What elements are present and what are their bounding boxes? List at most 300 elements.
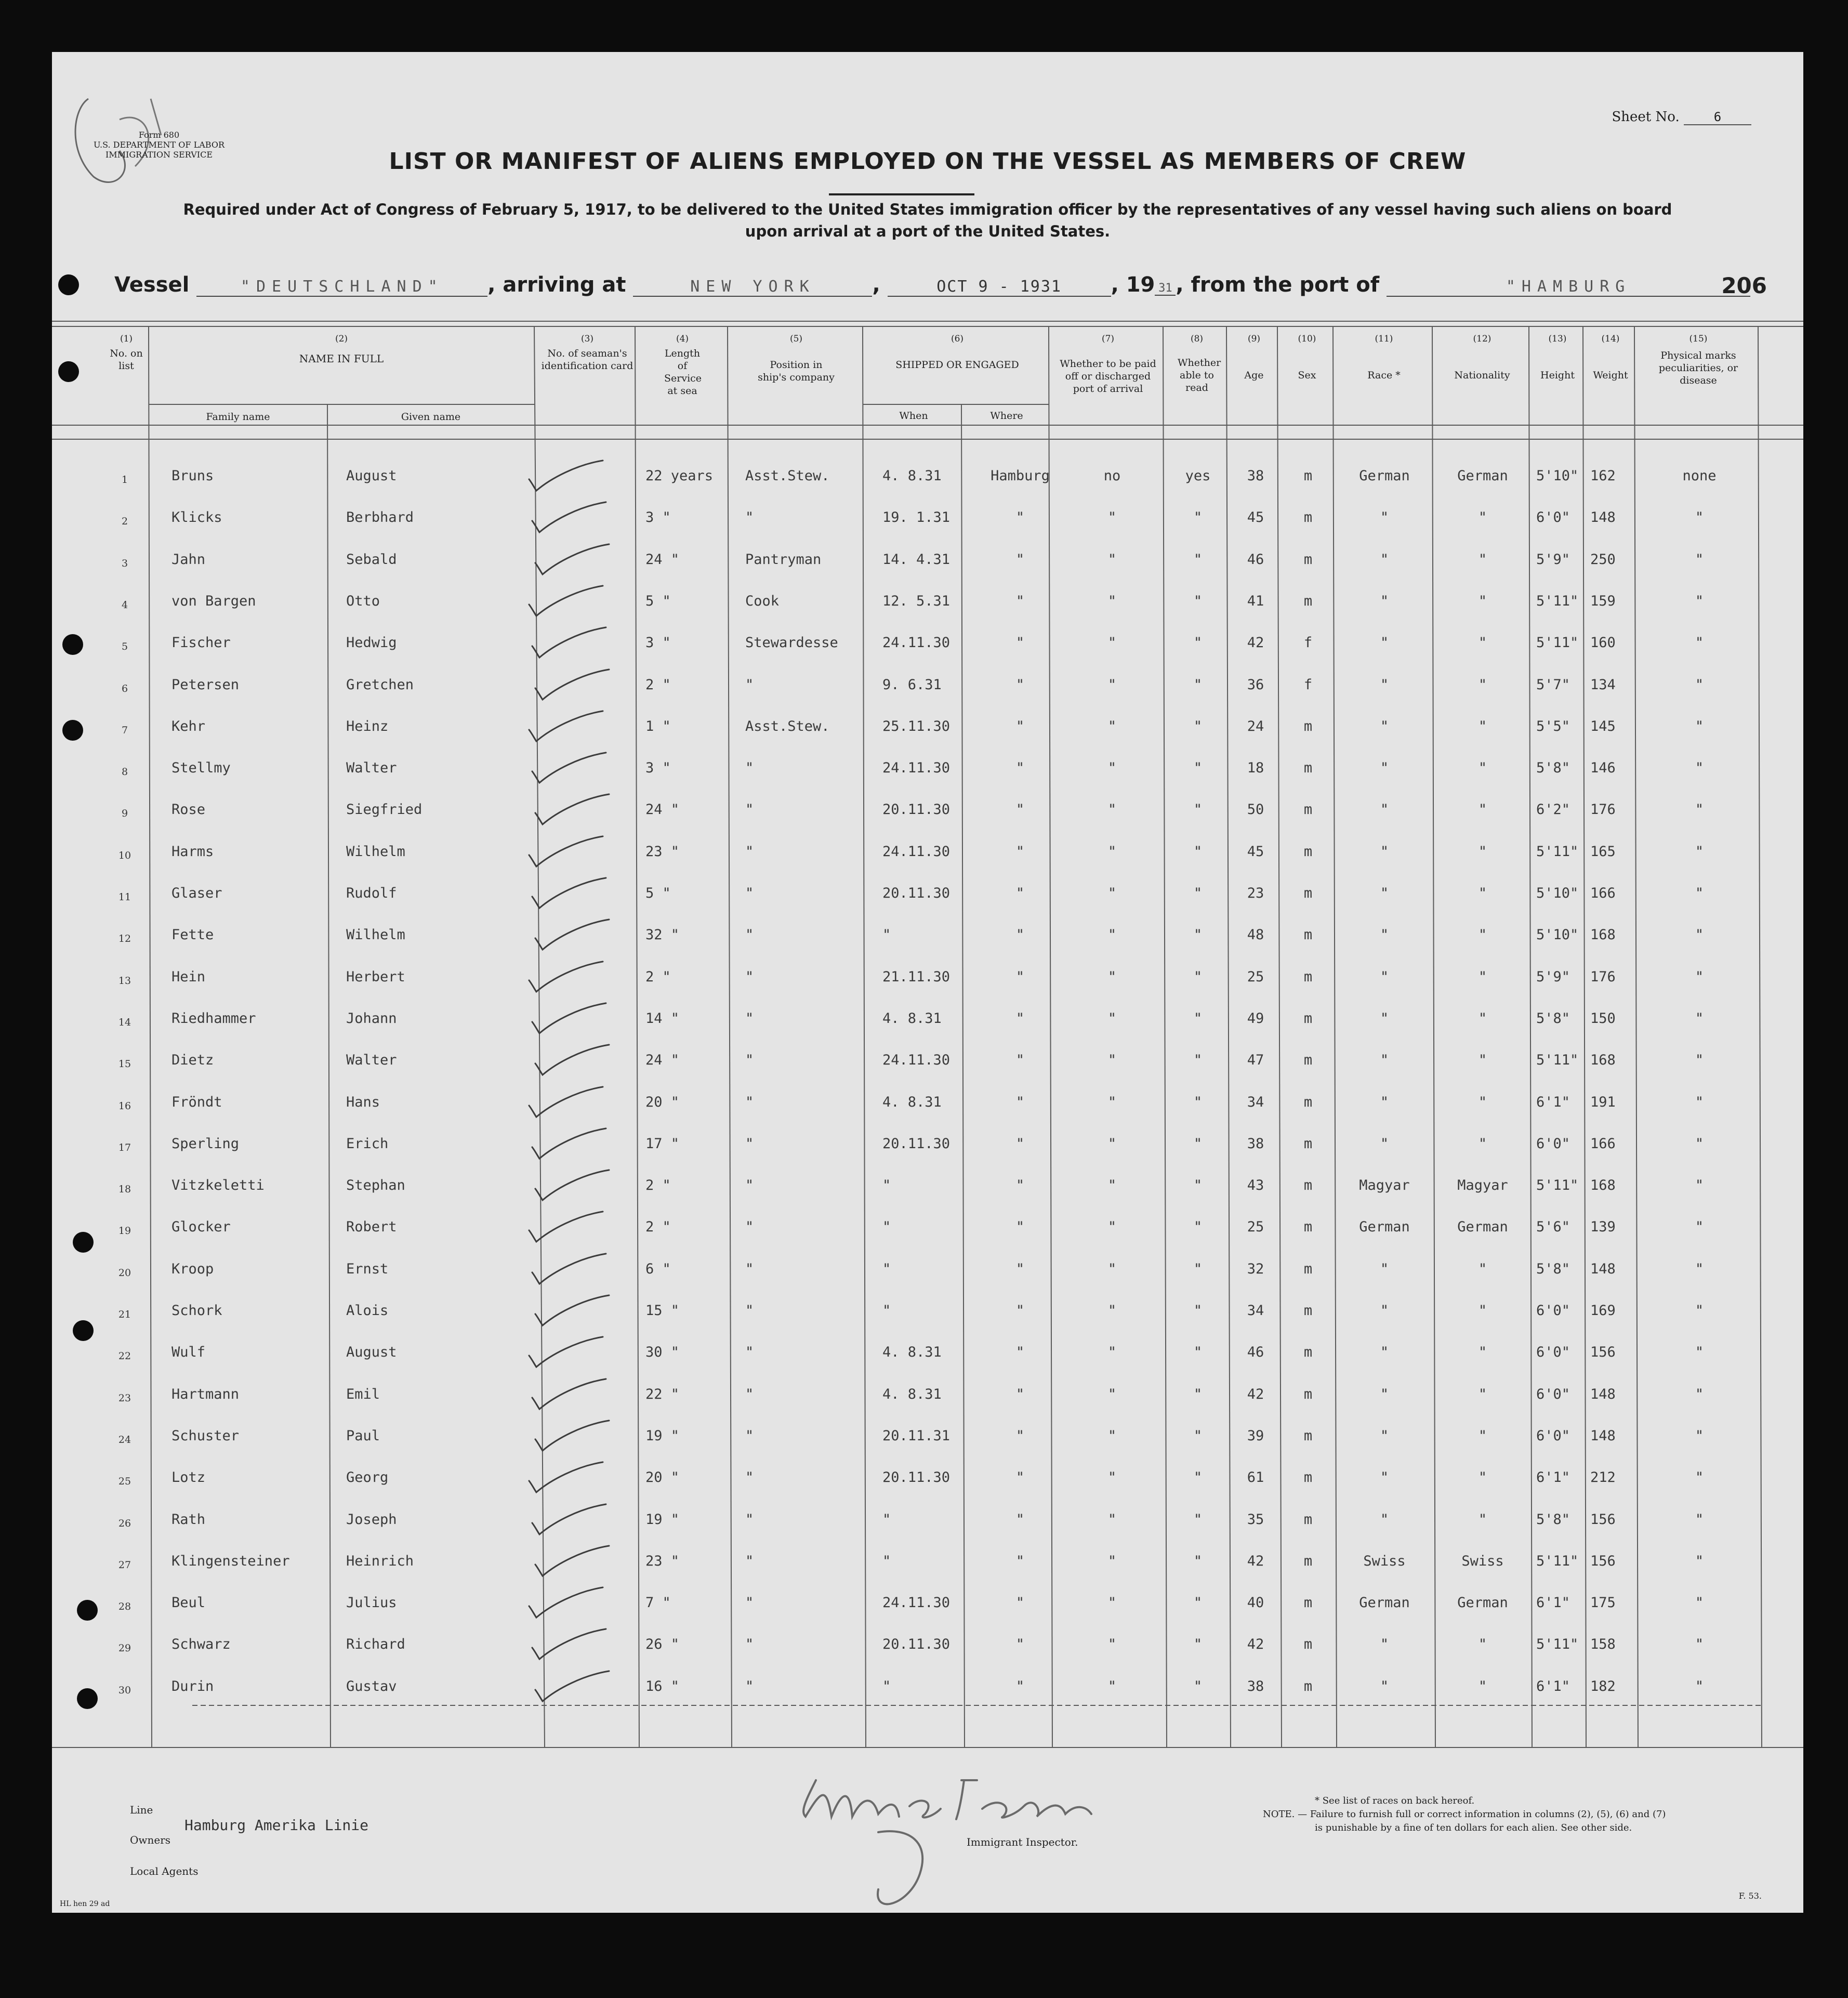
when-cell: 21.11.30 — [882, 968, 951, 985]
able-read-cell: " — [1193, 509, 1203, 526]
height-cell: 6'1" — [1536, 1678, 1570, 1694]
col-header-11: (11) Race * — [1367, 334, 1401, 381]
given-name-cell: Emil — [346, 1386, 380, 1402]
punch-hole — [73, 1232, 94, 1253]
where-cell: " — [1015, 1595, 1025, 1611]
weight-cell: 159 — [1590, 593, 1616, 609]
service-cell: 3 " — [645, 760, 671, 777]
sex-cell: m — [1303, 468, 1313, 484]
nationality-cell: " — [1478, 1344, 1487, 1361]
able-read-cell: " — [1193, 1135, 1203, 1152]
marks-cell: " — [1695, 760, 1704, 777]
where-cell: " — [1015, 509, 1025, 526]
row-number-cell: 9 — [121, 808, 128, 820]
paid-off-cell: no — [1103, 468, 1121, 484]
when-cell: 24.11.30 — [882, 635, 951, 651]
weight-cell: 156 — [1590, 1553, 1616, 1569]
where-cell: " — [1015, 1094, 1025, 1110]
when-cell: 20.11.31 — [882, 1427, 951, 1444]
marks-cell: " — [1695, 551, 1704, 568]
paid-off-cell: " — [1107, 801, 1117, 818]
family-name-cell: Fischer — [171, 635, 231, 651]
marks-cell: " — [1695, 1553, 1704, 1569]
able-read-cell: " — [1193, 1344, 1203, 1361]
sex-cell: m — [1303, 1595, 1313, 1611]
when-cell: " — [882, 927, 891, 943]
able-read-cell: " — [1193, 760, 1203, 777]
check-mark-icon — [523, 875, 611, 913]
given-name-cell: Hans — [346, 1094, 380, 1110]
where-cell: " — [1015, 927, 1025, 943]
col-header-5: (5) Position in ship's company — [758, 334, 835, 383]
weight-cell: 182 — [1590, 1678, 1616, 1694]
nationality-cell: German — [1457, 1219, 1508, 1235]
sex-cell: m — [1303, 760, 1313, 777]
age-cell: 35 — [1247, 1511, 1264, 1528]
where-cell: " — [1015, 1219, 1025, 1235]
arriving-port: NEW YORK — [633, 278, 872, 297]
owners-value: Hamburg Amerika Linie — [184, 1817, 369, 1834]
position-cell: " — [745, 1469, 754, 1486]
marks-cell: " — [1695, 1678, 1704, 1694]
paid-off-cell: " — [1107, 718, 1117, 734]
given-name-cell: Walter — [346, 1052, 397, 1069]
family-name-cell: Petersen — [171, 676, 240, 693]
given-name-cell: Erich — [346, 1135, 389, 1152]
when-cell: 24.11.30 — [882, 1595, 951, 1611]
height-cell: 5'8" — [1536, 1010, 1570, 1027]
row-number-cell: 19 — [118, 1225, 131, 1237]
col-header-6-where: Where — [990, 410, 1023, 422]
race-cell: " — [1380, 760, 1389, 777]
weight-cell: 191 — [1590, 1094, 1616, 1110]
service-cell: 24 " — [645, 551, 680, 568]
vessel-name: "DEUTSCHLAND" — [196, 278, 487, 297]
nationality-cell: " — [1478, 1094, 1487, 1110]
race-cell: " — [1380, 1678, 1389, 1694]
sex-cell: m — [1303, 551, 1313, 568]
race-cell: " — [1380, 1469, 1389, 1486]
position-cell: " — [745, 1260, 754, 1277]
height-cell: 5'11" — [1536, 843, 1579, 860]
able-read-cell: " — [1193, 1511, 1203, 1528]
able-read-cell: yes — [1185, 468, 1211, 484]
weight-cell: 175 — [1590, 1595, 1616, 1611]
sex-cell: m — [1303, 1135, 1313, 1152]
race-cell: " — [1380, 718, 1389, 734]
paid-off-cell: " — [1107, 1427, 1117, 1444]
given-name-cell: Rudolf — [346, 885, 397, 901]
row-number-cell: 18 — [118, 1184, 131, 1195]
col-header-10: (10) Sex — [1298, 334, 1316, 381]
marks-cell: " — [1695, 1052, 1704, 1069]
weight-cell: 176 — [1590, 968, 1616, 985]
given-name-cell: Wilhelm — [346, 843, 405, 860]
marks-cell: " — [1695, 801, 1704, 818]
race-cell: German — [1359, 468, 1410, 484]
weight-cell: 165 — [1590, 843, 1616, 860]
nationality-cell: " — [1478, 1427, 1487, 1444]
given-name-cell: Ernst — [346, 1260, 389, 1277]
service-cell: 1 " — [645, 718, 671, 734]
position-cell: Asst.Stew. — [745, 468, 830, 484]
check-mark-icon — [520, 583, 608, 621]
paid-off-cell: " — [1107, 1553, 1117, 1569]
col-header-6-when: When — [899, 410, 928, 422]
marks-cell: none — [1682, 468, 1717, 484]
height-cell: 5'5" — [1536, 718, 1570, 734]
race-cell: Swiss — [1363, 1553, 1406, 1569]
sex-cell: m — [1303, 1636, 1313, 1653]
race-cell: " — [1380, 635, 1389, 651]
when-cell: 4. 8.31 — [882, 1094, 942, 1110]
able-read-cell: " — [1193, 843, 1203, 860]
family-name-cell: Schwarz — [171, 1636, 231, 1653]
able-read-cell: " — [1193, 1260, 1203, 1277]
marks-cell: " — [1695, 1260, 1704, 1277]
when-cell: " — [882, 1678, 891, 1694]
height-cell: 6'1" — [1536, 1094, 1570, 1110]
subtitle-line-1: Required under Act of Congress of February 5, 1917, to be delivered to the United States immigration officer by the representatives of any vessel having such aliens on board — [183, 201, 1672, 218]
punch-hole — [62, 720, 83, 741]
sex-cell: m — [1303, 1553, 1313, 1569]
vessel-label: Vessel — [114, 273, 190, 297]
manifest-sheet — [52, 52, 1803, 1913]
given-name-cell: Richard — [346, 1636, 405, 1653]
race-cell: " — [1380, 1135, 1389, 1152]
family-name-cell: Harms — [171, 843, 214, 860]
where-cell: " — [1015, 1135, 1025, 1152]
race-cell: " — [1380, 1094, 1389, 1110]
sex-cell: m — [1303, 1427, 1313, 1444]
sex-cell: m — [1303, 885, 1313, 901]
where-cell: " — [1015, 1636, 1025, 1653]
position-cell: " — [745, 1094, 754, 1110]
from-label: , from the port of — [1176, 273, 1380, 297]
row-number-cell: 13 — [118, 975, 131, 987]
where-cell: " — [1015, 1344, 1025, 1361]
family-name-cell: Sperling — [171, 1135, 240, 1152]
position-cell: " — [745, 968, 754, 985]
position-cell: " — [745, 1511, 754, 1528]
able-read-cell: " — [1193, 927, 1203, 943]
weight-cell: 158 — [1590, 1636, 1616, 1653]
where-cell: " — [1015, 1553, 1025, 1569]
paid-off-cell: " — [1107, 1177, 1117, 1194]
height-cell: 5'9" — [1536, 551, 1570, 568]
given-name-cell: Heinz — [346, 718, 389, 734]
height-cell: 5'11" — [1536, 1177, 1579, 1194]
family-name-cell: Klicks — [171, 509, 222, 526]
where-cell: " — [1015, 885, 1025, 901]
weight-cell: 169 — [1590, 1303, 1616, 1319]
nationality-cell: " — [1478, 927, 1487, 943]
race-cell: " — [1380, 1511, 1389, 1528]
weight-cell: 148 — [1590, 509, 1616, 526]
marks-cell: " — [1695, 1344, 1704, 1361]
check-mark-icon — [520, 1459, 608, 1497]
service-cell: 16 " — [645, 1678, 680, 1694]
when-cell: " — [882, 1553, 891, 1569]
check-mark-icon — [520, 1584, 608, 1623]
when-cell: 20.11.30 — [882, 885, 951, 901]
race-cell: " — [1380, 1303, 1389, 1319]
when-cell: 12. 5.31 — [882, 593, 951, 609]
paid-off-cell: " — [1107, 1219, 1117, 1235]
paid-off-cell: " — [1107, 1386, 1117, 1402]
able-read-cell: " — [1193, 1636, 1203, 1653]
sex-cell: m — [1303, 1678, 1313, 1694]
position-cell: " — [745, 1678, 754, 1694]
sex-cell: m — [1303, 593, 1313, 609]
age-cell: 24 — [1247, 718, 1264, 734]
nationality-cell: " — [1478, 1386, 1487, 1402]
family-name-cell: Rose — [171, 801, 206, 818]
race-cell: " — [1380, 968, 1389, 985]
family-name-cell: Fröndt — [171, 1094, 222, 1110]
age-cell: 42 — [1247, 1636, 1264, 1653]
owners-label: Owners — [130, 1834, 171, 1846]
when-cell: 9. 6.31 — [882, 676, 942, 693]
row-number-cell: 16 — [118, 1100, 131, 1112]
given-name-cell: Paul — [346, 1427, 380, 1444]
weight-cell: 168 — [1590, 1177, 1616, 1194]
row-number-cell: 7 — [121, 724, 128, 736]
row-number-cell: 21 — [118, 1309, 131, 1320]
when-cell: 4. 8.31 — [882, 1344, 942, 1361]
marks-cell: " — [1695, 1469, 1704, 1486]
weight-cell: 148 — [1590, 1427, 1616, 1444]
nationality-cell: " — [1478, 1511, 1487, 1528]
position-cell: " — [745, 1010, 754, 1027]
height-cell: 5'11" — [1536, 635, 1579, 651]
check-mark-icon — [523, 750, 611, 788]
able-read-cell: " — [1193, 1678, 1203, 1694]
able-read-cell: " — [1193, 1010, 1203, 1027]
given-name-cell: Hedwig — [346, 635, 397, 651]
where-cell: Hamburg — [991, 468, 1050, 484]
check-mark-icon — [526, 1292, 614, 1331]
when-cell: " — [882, 1303, 891, 1319]
given-name-cell: Gretchen — [346, 676, 414, 693]
height-cell: 6'0" — [1536, 1427, 1570, 1444]
check-mark-icon — [526, 666, 614, 705]
marks-cell: " — [1695, 1177, 1704, 1194]
race-cell: Magyar — [1359, 1177, 1410, 1194]
able-read-cell: " — [1193, 1427, 1203, 1444]
age-cell: 36 — [1247, 676, 1264, 693]
able-read-cell: " — [1193, 593, 1203, 609]
height-cell: 5'8" — [1536, 1511, 1570, 1528]
col-header-6: (6) SHIPPED OR ENGAGED — [895, 334, 1019, 371]
where-cell: " — [1015, 1386, 1025, 1402]
sex-cell: m — [1303, 1344, 1313, 1361]
nationality-cell: German — [1457, 468, 1508, 484]
when-cell: 25.11.30 — [882, 718, 951, 734]
col-header-1: (1) No. on list — [110, 334, 143, 372]
service-cell: 20 " — [645, 1469, 680, 1486]
row-number-cell: 25 — [118, 1476, 131, 1488]
marks-cell: " — [1695, 968, 1704, 985]
check-mark-icon — [526, 1042, 614, 1080]
row-number-cell: 22 — [118, 1350, 131, 1362]
race-footnote: * See list of races on back hereof. — [1315, 1795, 1475, 1806]
nationality-cell: " — [1478, 801, 1487, 818]
service-cell: 2 " — [645, 676, 671, 693]
check-mark-icon — [526, 541, 614, 580]
paid-off-cell: " — [1107, 509, 1117, 526]
nationality-cell: " — [1478, 1135, 1487, 1152]
where-cell: " — [1015, 1052, 1025, 1069]
row-number-cell: 14 — [118, 1016, 131, 1028]
paid-off-cell: " — [1107, 1094, 1117, 1110]
given-name-cell: Joseph — [346, 1511, 397, 1528]
when-cell: 20.11.30 — [882, 1636, 951, 1653]
nationality-cell: " — [1478, 509, 1487, 526]
check-mark-icon — [526, 1668, 614, 1706]
weight-cell: 250 — [1590, 551, 1616, 568]
paid-off-cell: " — [1107, 1511, 1117, 1528]
sex-cell: m — [1303, 968, 1313, 985]
marks-cell: " — [1695, 1010, 1704, 1027]
race-cell: " — [1380, 1344, 1389, 1361]
row-number-cell: 4 — [121, 599, 128, 611]
age-cell: 45 — [1247, 509, 1264, 526]
nationality-cell: " — [1478, 1678, 1487, 1694]
row-number-cell: 20 — [118, 1267, 131, 1279]
height-cell: 6'0" — [1536, 1303, 1570, 1319]
marks-cell: " — [1695, 718, 1704, 734]
weight-cell: 166 — [1590, 1135, 1616, 1152]
height-cell: 6'0" — [1536, 1344, 1570, 1361]
age-cell: 25 — [1247, 968, 1264, 985]
sex-cell: m — [1303, 1511, 1313, 1528]
given-name-cell: Gustav — [346, 1678, 397, 1694]
col-header-4: (4) Length of Service at sea — [664, 334, 702, 397]
check-mark-icon — [523, 1501, 611, 1540]
paid-off-cell: " — [1107, 1469, 1117, 1486]
check-mark-icon — [523, 1125, 611, 1164]
document-title: LIST OR MANIFEST OF ALIENS EMPLOYED ON THE VESSEL AS MEMBERS OF CREW — [389, 148, 1467, 175]
weight-cell: 212 — [1590, 1469, 1616, 1486]
race-cell: German — [1359, 1219, 1410, 1235]
service-cell: 17 " — [645, 1135, 680, 1152]
height-cell: 5'8" — [1536, 1260, 1570, 1277]
inspector-label: Immigrant Inspector. — [967, 1836, 1078, 1848]
height-cell: 6'2" — [1536, 801, 1570, 818]
row-number-cell: 10 — [118, 849, 131, 861]
able-read-cell: " — [1193, 1177, 1203, 1194]
age-cell: 34 — [1247, 1303, 1264, 1319]
where-cell: " — [1015, 1427, 1025, 1444]
row-number-cell: 5 — [121, 641, 128, 653]
row-number-cell: 24 — [118, 1434, 131, 1445]
height-cell: 5'10" — [1536, 885, 1579, 901]
row-number-cell: 27 — [118, 1559, 131, 1571]
note-line-1: NOTE. — Failure to furnish full or correct information in columns (2), (5), (6) and (7) — [1263, 1809, 1666, 1820]
row-number-cell: 3 — [121, 557, 128, 569]
when-cell: 20.11.30 — [882, 1135, 951, 1152]
nationality-cell: " — [1478, 676, 1487, 693]
row-number-cell: 15 — [118, 1058, 131, 1070]
when-cell: 24.11.30 — [882, 843, 951, 860]
check-mark-icon — [526, 1417, 614, 1456]
nationality-cell: " — [1478, 760, 1487, 777]
check-mark-icon — [526, 1543, 614, 1581]
when-cell: 20.11.30 — [882, 801, 951, 818]
given-name-cell: Alois — [346, 1303, 389, 1319]
where-cell: " — [1015, 551, 1025, 568]
position-cell: " — [745, 1344, 754, 1361]
position-cell: Stewardesse — [745, 635, 838, 651]
paid-off-cell: " — [1107, 551, 1117, 568]
sex-cell: m — [1303, 1177, 1313, 1194]
when-cell: " — [882, 1177, 891, 1194]
race-cell: " — [1380, 1260, 1389, 1277]
given-name-cell: Sebald — [346, 551, 397, 568]
position-cell: " — [745, 885, 754, 901]
service-cell: 20 " — [645, 1094, 680, 1110]
check-mark-icon — [520, 833, 608, 872]
given-name-cell: Siegfried — [346, 801, 423, 818]
check-mark-icon — [523, 624, 611, 663]
check-mark-icon — [523, 1251, 611, 1289]
position-cell: " — [745, 1427, 754, 1444]
manifest-number: 206 — [1721, 273, 1767, 298]
age-cell: 32 — [1247, 1260, 1264, 1277]
race-cell: " — [1380, 676, 1389, 693]
service-cell: 15 " — [645, 1303, 680, 1319]
height-cell: 5'11" — [1536, 1553, 1579, 1569]
paid-off-cell: " — [1107, 635, 1117, 651]
age-cell: 42 — [1247, 635, 1264, 651]
given-name-cell: Georg — [346, 1469, 389, 1486]
age-cell: 23 — [1247, 885, 1264, 901]
family-name-cell: Glaser — [171, 885, 222, 901]
when-cell: 14. 4.31 — [882, 551, 951, 568]
sex-cell: f — [1303, 635, 1313, 651]
weight-cell: 148 — [1590, 1260, 1616, 1277]
arrival-date-stamp: OCT 9 - 1931 — [888, 278, 1111, 297]
given-name-cell: August — [346, 1344, 397, 1361]
weight-cell: 148 — [1590, 1386, 1616, 1402]
height-cell: 5'11" — [1536, 1052, 1579, 1069]
col-header-7: (7) Whether to be paid off or discharged port of arrival — [1060, 334, 1156, 395]
punch-hole — [77, 1688, 98, 1709]
nationality-cell: Magyar — [1457, 1177, 1508, 1194]
height-cell: 5'7" — [1536, 676, 1570, 693]
able-read-cell: " — [1193, 1386, 1203, 1402]
nationality-cell: " — [1478, 1260, 1487, 1277]
row-number-cell: 11 — [118, 891, 131, 903]
marks-cell: " — [1695, 1427, 1704, 1444]
form-code: F. 53. — [1738, 1891, 1762, 1901]
sex-cell: m — [1303, 1219, 1313, 1235]
age-cell: 38 — [1247, 468, 1264, 484]
where-cell: " — [1015, 968, 1025, 985]
marks-cell: " — [1695, 593, 1704, 609]
paid-off-cell: " — [1107, 1135, 1117, 1152]
able-read-cell: " — [1193, 1094, 1203, 1110]
sex-cell: m — [1303, 1469, 1313, 1486]
when-cell: 24.11.30 — [882, 1052, 951, 1069]
col-header-13: (13) Height — [1540, 334, 1575, 381]
when-cell: 19. 1.31 — [882, 509, 951, 526]
sex-cell: m — [1303, 1303, 1313, 1319]
age-cell: 25 — [1247, 1219, 1264, 1235]
marks-cell: " — [1695, 843, 1704, 860]
punch-hole — [77, 1600, 98, 1621]
